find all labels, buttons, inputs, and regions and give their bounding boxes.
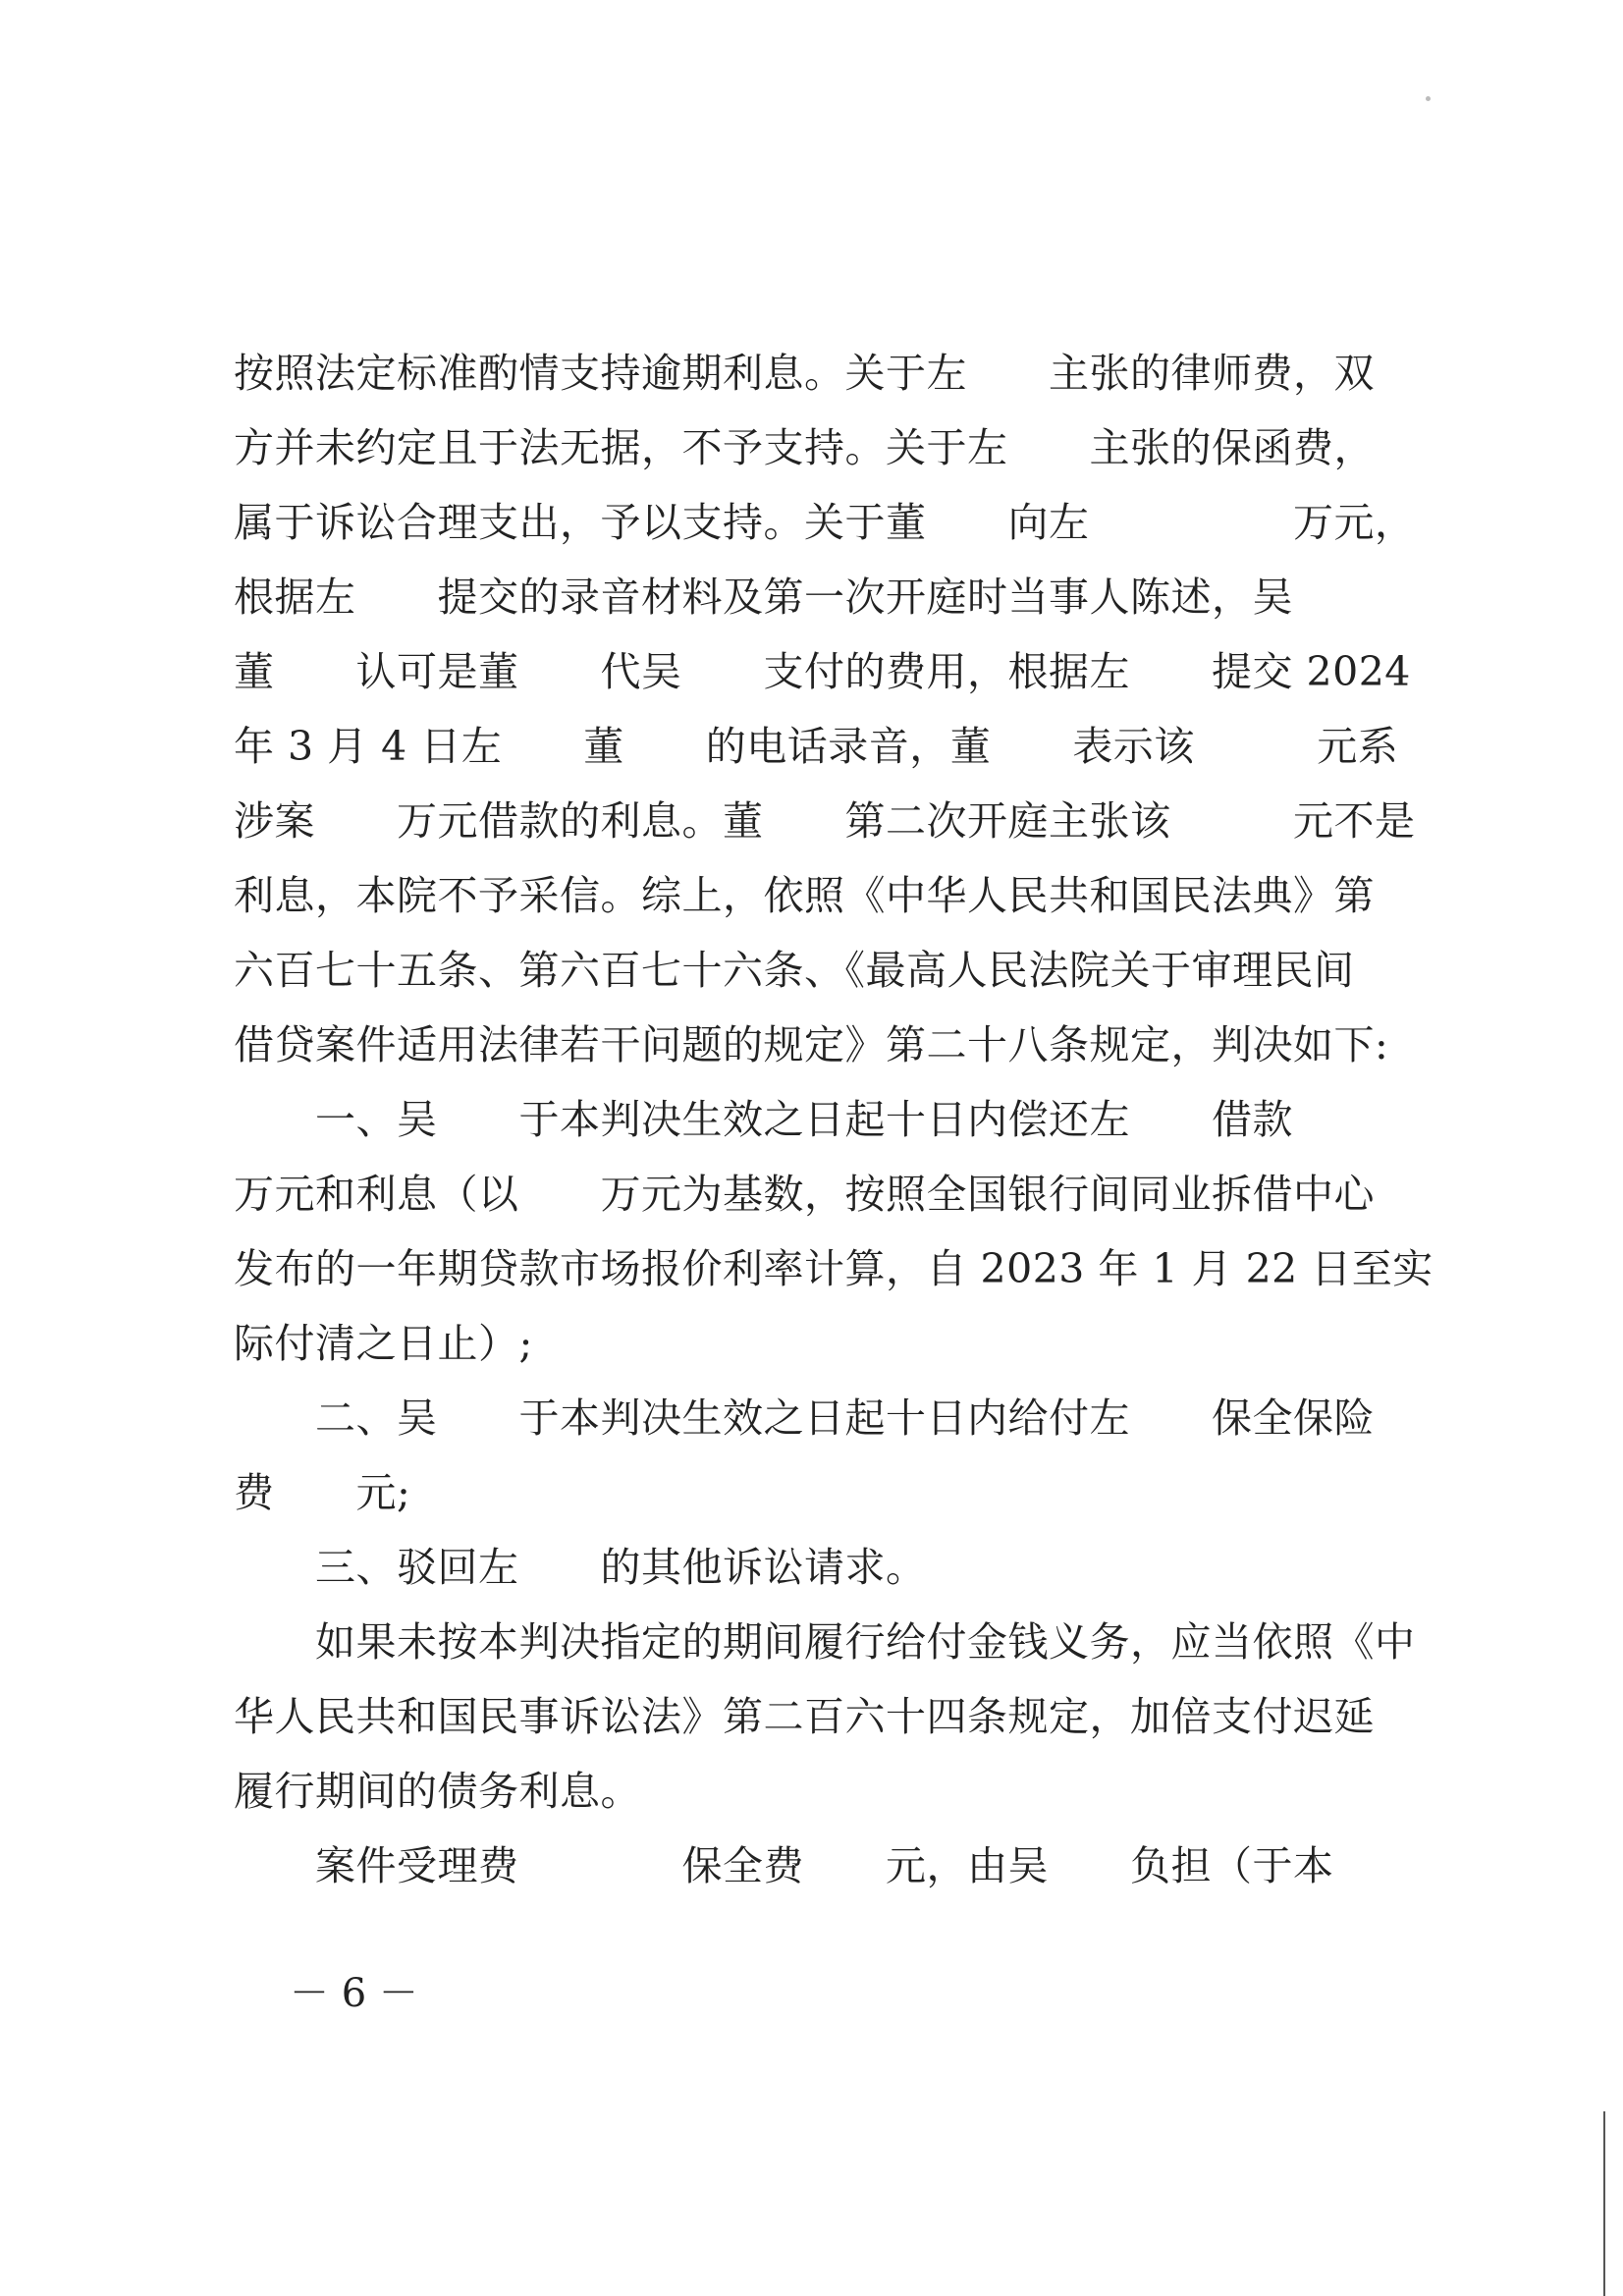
judgment-item-2-line-1: 二、吴 于本判决生效之日起十日内给付左 保全保险 xyxy=(234,1394,1375,1442)
judgment-item-1-line-4: 际付清之日止）; xyxy=(234,1320,533,1367)
judgment-item-2-line-2: 费 元; xyxy=(234,1469,411,1516)
body-line-6: 年 3 月 4 日左 董 的电话录音，董 表示该 元系 xyxy=(234,723,1399,770)
fee-line: 案件受理费 保全费 元，由吴 负担（于本 xyxy=(234,1842,1334,1889)
body-line-9: 六百七十五条、第六百七十六条、《最高人民法院关于审理民间 xyxy=(234,947,1355,994)
body-line-2: 方并未约定且于法无据，不予支持。关于左 主张的保函费， xyxy=(234,424,1375,471)
body-line-8: 利息，本院不予采信。综上，依照《中华人民共和国民法典》第 xyxy=(234,872,1375,919)
body-line-4: 根据左 提交的录音材料及第一次开庭时当事人陈述，吴 xyxy=(234,574,1293,621)
judgment-item-1-line-3: 发布的一年期贷款市场报价利率计算，自 2023 年 1 月 22 日至实 xyxy=(234,1245,1434,1292)
scan-edge-mark xyxy=(1603,2111,1605,2296)
notice-line-1: 如果未按本判决指定的期间履行给付金钱义务，应当依照《中 xyxy=(234,1618,1416,1666)
judgment-item-1-line-2: 万元和利息（以 万元为基数，按照全国银行间同业拆借中心 xyxy=(234,1171,1375,1218)
body-line-7: 涉案 万元借款的利息。董 第二次开庭主张该 元不是 xyxy=(234,797,1416,845)
notice-line-2: 华人民共和国民事诉讼法》第二百六十四条规定，加倍支付迟延 xyxy=(234,1693,1375,1740)
body-line-3: 属于诉讼合理支出，予以支持。关于董 向左 万元， xyxy=(234,499,1416,546)
judgment-item-1-line-1: 一、吴 于本判决生效之日起十日内偿还左 借款 xyxy=(234,1096,1293,1143)
body-line-1: 按照法定标准酌情支持逾期利息。关于左 主张的律师费，双 xyxy=(234,350,1375,397)
page-number: － 6 － xyxy=(290,1971,418,2016)
body-line-5: 董 认可是董 代吴 支付的费用，根据左 提交 2024 xyxy=(234,648,1411,695)
notice-line-3: 履行期间的债务利息。 xyxy=(234,1768,641,1815)
body-line-10: 借贷案件适用法律若干问题的规定》第二十八条规定，判决如下: xyxy=(234,1021,1389,1068)
judgment-item-3: 三、驳回左 的其他诉讼请求。 xyxy=(234,1544,927,1591)
scan-speck xyxy=(1426,96,1431,101)
